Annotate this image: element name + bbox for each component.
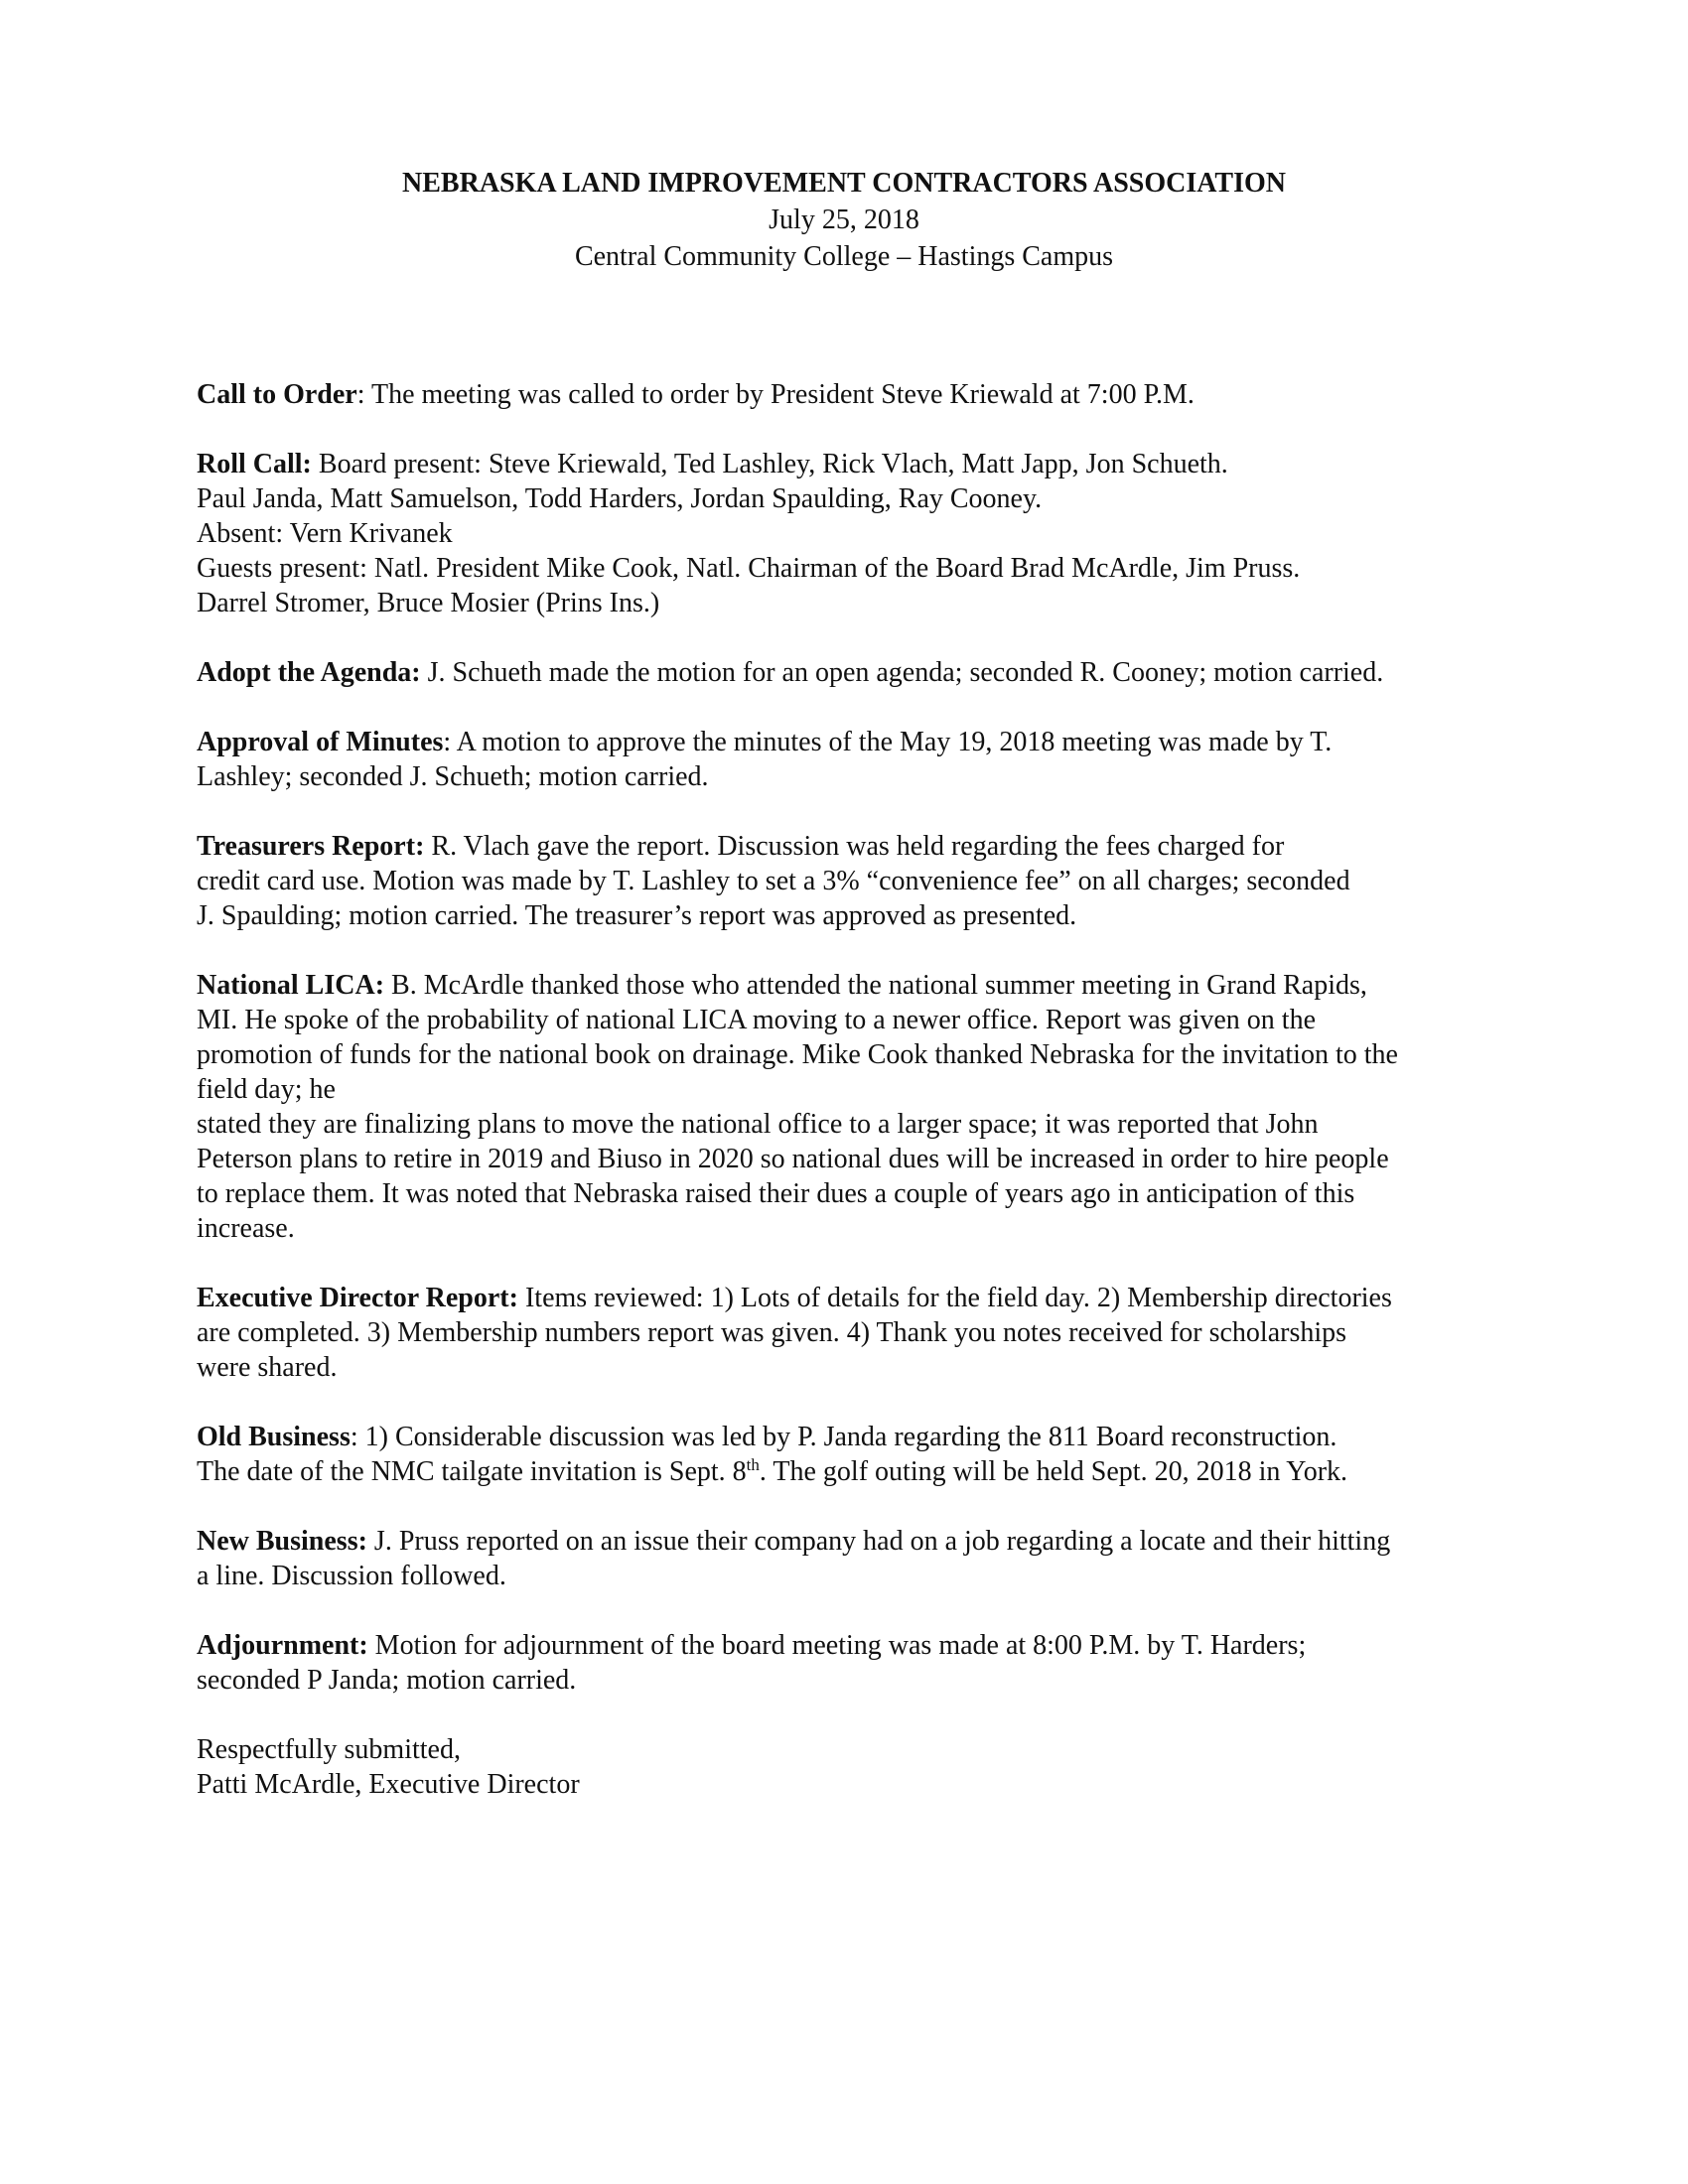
signer-name: Patti McArdle, Executive Director (197, 1769, 580, 1800)
section-call-to-order (197, 377, 1517, 412)
organization-title: NEBRASKA LAND IMPROVEMENT CONTRACTORS ASSOCIATION (402, 168, 1286, 199)
treasurer-line (197, 829, 1517, 864)
adjournment-line: seconded P Janda; motion carried. (197, 1665, 577, 1696)
signoff-block (197, 1732, 1517, 1802)
section-treasurers-report (197, 829, 1517, 933)
section-text: The date of the NMC tailgate invitation is Sept. 8 (197, 1456, 747, 1487)
national-lica-line: field day; he (197, 1074, 336, 1105)
section-heading: Call to Order (197, 379, 357, 410)
section-approval-of-minutes (197, 725, 1517, 794)
national-lica-line: to replace them. It was noted that Nebraska raised their dues a couple of years ago in anticipation of this (197, 1178, 1355, 1209)
section-old-business (197, 1420, 1517, 1489)
section-heading: New Business: (197, 1526, 367, 1557)
section-national-lica (197, 968, 1517, 1246)
section-heading: Old Business (197, 1422, 351, 1452)
section-heading: Adjournment: (197, 1630, 368, 1661)
exec-report-line (197, 1281, 1517, 1315)
minutes-body (197, 377, 1517, 1802)
national-lica-line: stated they are finalizing plans to move the national office to a larger space; it was reported that John (197, 1109, 1319, 1140)
section-adopt-agenda (197, 655, 1517, 690)
roll-call-line (197, 447, 1517, 481)
new-business-line (197, 1524, 1517, 1559)
section-text: Motion for adjournment of the board meeting was made at 8:00 P.M. by T. Harders; (367, 1630, 1307, 1661)
section-heading: National LICA: (197, 970, 385, 1001)
meeting-location: Central Community College – Hastings Campus (574, 241, 1114, 272)
roll-call-line: Paul Janda, Matt Samuelson, Todd Harders, Jordan Spaulding, Ray Cooney. (197, 483, 1043, 514)
section-adjournment (197, 1628, 1517, 1698)
section-text: : 1) Considerable discussion was led by P. Janda regarding the 811 Board reconstruction. (350, 1422, 1337, 1452)
ordinal-suffix: th (746, 1455, 760, 1474)
national-lica-line: Peterson plans to retire in 2019 and Biuso in 2020 so national dues will be increased in order to hire people (197, 1144, 1389, 1174)
section-executive-director-report (197, 1281, 1517, 1385)
section-heading: Adopt the Agenda: (197, 657, 421, 688)
section-roll-call (197, 447, 1517, 620)
section-heading: Treasurers Report: (197, 831, 425, 862)
meeting-date: July 25, 2018 (769, 205, 919, 235)
section-new-business (197, 1524, 1517, 1593)
old-business-line (197, 1454, 1517, 1489)
section-text: Board present: Steve Kriewald, Ted Lashley, Rick Vlach, Matt Japp, Jon Schueth. (311, 449, 1228, 479)
guests-line: Guests present: Natl. President Mike Cook, Natl. Chairman of the Board Brad McArdle, Jim Pruss. (197, 553, 1301, 584)
national-lica-line: increase. (197, 1213, 295, 1244)
section-text: : A motion to approve the minutes of the May 19, 2018 meeting was made by T. (443, 727, 1333, 757)
treasurer-line: J. Spaulding; motion carried. The treasurer’s report was approved as presented. (197, 900, 1077, 931)
adjournment-line (197, 1628, 1517, 1663)
section-text: B. McArdle thanked those who attended the national summer meeting in Grand Rapids, (384, 970, 1367, 1001)
guests-line: Darrel Stromer, Bruce Mosier (Prins Ins.) (197, 588, 660, 618)
absent-line: Absent: Vern Krivanek (197, 518, 453, 549)
section-text: R. Vlach gave the report. Discussion was held regarding the fees charged for (424, 831, 1285, 862)
exec-report-line: were shared. (197, 1352, 338, 1383)
document-header (0, 165, 1688, 275)
section-text: Items reviewed: 1) Lots of details for the field day. 2) Membership directories (517, 1283, 1392, 1313)
treasurer-line: credit card use. Motion was made by T. Lashley to set a 3% “convenience fee” on all charges; seconded (197, 866, 1350, 896)
exec-report-line: are completed. 3) Membership numbers report was given. 4) Thank you notes received for scholarships (197, 1317, 1347, 1348)
national-lica-line (197, 968, 1517, 1003)
national-lica-line: MI. He spoke of the probability of national LICA moving to a newer office. Report was given on the (197, 1005, 1316, 1035)
section-text: . The golf outing will be held Sept. 20, 2018 in York. (759, 1456, 1348, 1487)
section-heading: Roll Call: (197, 449, 312, 479)
adopt-agenda-paragraph (197, 655, 1517, 690)
section-text: : The meeting was called to order by President Steve Kriewald at 7:00 P.M. (356, 379, 1195, 410)
section-text: J. Pruss reported on an issue their company had on a job regarding a locate and their hitting (366, 1526, 1391, 1557)
section-heading: Approval of Minutes (197, 727, 444, 757)
closing-text: Respectfully submitted, (197, 1734, 461, 1765)
national-lica-line: promotion of funds for the national book on drainage. Mike Cook thanked Nebraska for the invitation to the (197, 1039, 1398, 1070)
new-business-line: a line. Discussion followed. (197, 1561, 506, 1591)
call-to-order-paragraph (197, 377, 1517, 412)
section-heading: Executive Director Report: (197, 1283, 518, 1313)
minutes-line (197, 725, 1517, 759)
minutes-line: Lashley; seconded J. Schueth; motion carried. (197, 761, 709, 792)
old-business-line (197, 1420, 1517, 1454)
section-text: J. Schueth made the motion for an open agenda; seconded R. Cooney; motion carried. (420, 657, 1384, 688)
